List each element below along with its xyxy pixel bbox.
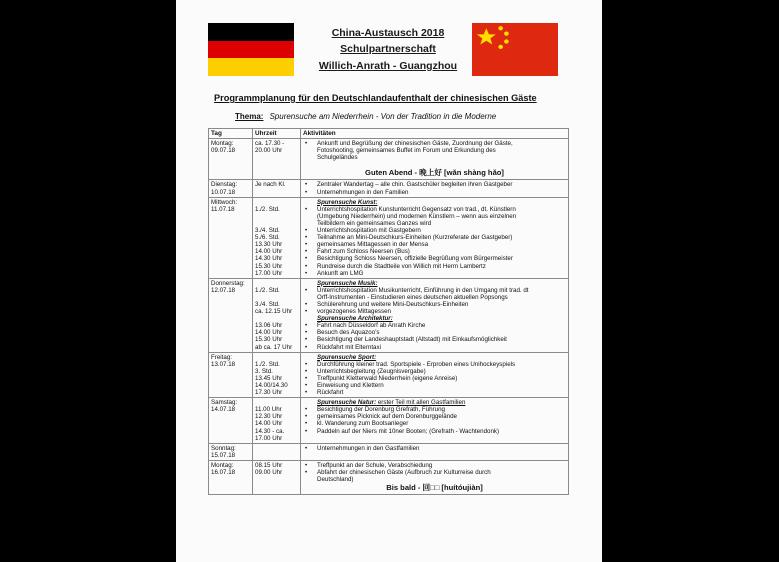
activity-item: • Treffpunkt an der Schule, Verabschiedung (303, 462, 566, 469)
activity-item: • Ankunft und Begrüßung der chinesischen Gäste, Zuordnung der Gäste, (303, 140, 566, 147)
section-heading (303, 399, 566, 406)
day-cell (209, 352, 253, 398)
activity-item: • Treffpunkt Kletterwald Niederrhein (eigene Anreise) (303, 375, 566, 382)
activity-item: • vorgezogenes Mittagessen (303, 308, 566, 315)
table-row (209, 278, 569, 352)
time-value: 09.00 Uhr (255, 469, 283, 477)
time-value (255, 294, 298, 301)
time-value: 3./4. Std. (255, 227, 280, 235)
time-value: 1./2. Std. (255, 360, 280, 368)
flag-stripe-black (208, 23, 294, 41)
header-aktivitaeten: Aktivitäten (301, 129, 569, 139)
activity-continuation: Teilbildern ein gemeinsames Ganzes wird (317, 219, 432, 227)
activity-cell (301, 460, 569, 494)
title-line-2: Schulpartnerschaft (340, 43, 436, 55)
activity-item: • Besichtigung Schloss Neersen, offizielle Begrüßung vom Bürgermeister (303, 255, 566, 262)
china-flag (472, 23, 558, 76)
section-heading: Spurensuche Musik: (317, 279, 378, 287)
activity-cell (301, 352, 569, 398)
activity-cell (301, 443, 569, 460)
time-value: 1./2. Std. (255, 286, 280, 294)
date-label: 15.07.18 (211, 451, 236, 459)
time-cell (253, 278, 301, 352)
activity-continuation: (Umgebung Niederrhein) und modernen Künstlern – wenn aus einzelnen (317, 212, 517, 220)
time-value: 12.30 Uhr (255, 413, 283, 421)
time-value (255, 154, 298, 161)
day-cell (209, 278, 253, 352)
time-value: 14.30 - ca. (255, 427, 285, 435)
activity-item: • Unterrichtshospitation Musikunterricht, Einführung in den Umgang mit trad. dt (303, 287, 566, 294)
time-value: 14.00 Uhr (255, 329, 283, 337)
time-value: 14.00 Uhr (255, 248, 283, 256)
flag-stripe-red (208, 41, 294, 59)
section-heading: Spurensuche Kunst: (317, 198, 378, 206)
weekday-label: Mittwoch: (211, 198, 238, 206)
activity-item: • gemeinsames Mittagessen in der Mensa (303, 241, 566, 248)
time-value (255, 199, 298, 206)
theme-line (235, 112, 496, 121)
time-cell (253, 197, 301, 278)
time-value (255, 354, 298, 361)
time-value (255, 452, 298, 459)
activity-item: • Zentraler Wandertag – alle chin. Gastschüler begleiten ihren Gastgeber (303, 181, 566, 188)
time-cell (253, 443, 301, 460)
time-value: 13.45 Uhr (255, 374, 283, 382)
day-cell (209, 460, 253, 494)
activity-item: • Besuch des Aquazoo’s (303, 329, 566, 336)
title-line-1: China-Austausch 2018 (331, 27, 445, 39)
time-value: 15.30 Uhr (255, 262, 283, 270)
activity-item: • Rückfahrt mit Elterntaxi (303, 344, 566, 351)
time-value (255, 189, 298, 196)
time-value: 13.30 Uhr (255, 241, 283, 249)
activity-cell (301, 278, 569, 352)
spacer (303, 452, 566, 459)
activity-item: • kl. Wanderung zum Bootsanleger (303, 420, 566, 427)
date-label: 14.07.18 (211, 406, 236, 414)
time-value: ca. 17.30 - (255, 140, 285, 148)
small-star-icon (504, 31, 509, 35)
time-value: 17.00 Uhr (255, 434, 283, 442)
day-cell (209, 398, 253, 444)
weekday-label: Montag: (211, 461, 234, 469)
time-value: 11.00 Uhr (255, 406, 282, 414)
header-tag: Tag (209, 129, 253, 139)
activity-item: • Rückfahrt (303, 389, 566, 396)
activity-continuation: Deutschland) (317, 476, 354, 484)
small-star-icon (504, 39, 509, 43)
time-value: 1./2. Std. (255, 205, 280, 213)
table-row (209, 197, 569, 278)
table-row (209, 443, 569, 460)
table-row (209, 398, 569, 444)
time-value: 14.00 Uhr (255, 420, 283, 428)
header-uhrzeit: Uhrzeit (253, 129, 301, 139)
date-label: 10.07.18 (211, 188, 236, 196)
day-cell (209, 180, 253, 197)
greeting-line: Guten Abend - 晚上好 [wǎn shàng hǎo] (365, 168, 504, 178)
activity-cell (301, 398, 569, 444)
time-cell (253, 180, 301, 197)
time-value: 5./6. Std. (255, 234, 280, 242)
time-value: 17.30 Uhr (255, 389, 283, 397)
activity-item: • Fahrt nach Düsseldorf ab Anrath Kirche (303, 322, 566, 329)
activity-item: • Schülerehrung und weitere Mini-Deutschkurs-Einheiten (303, 301, 566, 308)
activity-item: • Unterrichtshospitation Kunstunterricht Gegensatz von trad., dt. Künstlern (303, 206, 566, 213)
time-value (255, 168, 298, 178)
theme-text: Spurensuche am Niederrhein - Von der Tradition in die Moderne (269, 112, 497, 121)
time-value: 13.06 Uhr (255, 322, 283, 330)
weekday-label: Montag: (211, 140, 234, 148)
time-value (255, 315, 298, 322)
activity-continuation: Orff-Instrumenten - Einstudieren eines deutschen aktuellen Popsongs (317, 293, 508, 301)
activity-item: • Abfahrt der chinesischen Gäste (Aufbruch zur Kulturreise durch (303, 469, 566, 476)
day-cell (209, 139, 253, 180)
small-star-icon (498, 45, 503, 49)
weekday-label: Dienstag: (211, 181, 238, 189)
activity-continuation: Schulgeländes (317, 154, 358, 162)
time-cell (253, 398, 301, 444)
time-value: 14.00/14.30 (255, 382, 288, 389)
activity-item: • Unternehmungen in den Familien (303, 189, 566, 196)
weekday-label: Freitag: (211, 353, 232, 361)
date-label: 09.07.18 (211, 147, 236, 155)
program-heading: Programmplanung für den Deutschlandaufenthalt der chinesischen Gäste (214, 93, 537, 103)
activity-item: • Besichtigung der Dorenburg Grefrath, Führung (303, 406, 566, 413)
section-heading-suffix: erster Teil mit allen Gastfamilien (376, 399, 466, 407)
date-label: 11.07.18 (211, 205, 235, 213)
time-value (255, 213, 298, 220)
activity-item: • Einweisung und Klettern (303, 382, 566, 389)
greeting-line: Bis bald - 回□□ [huítóujiàn] (386, 483, 483, 493)
title-line-3: Willich-Anrath - Guangzhou (318, 60, 458, 72)
small-star-icon (498, 26, 503, 30)
time-value: 17.00 Uhr (255, 269, 283, 277)
date-label: 13.07.18 (211, 360, 236, 368)
day-cell (209, 197, 253, 278)
activity-item: • Paddeln auf der Niers mit 10ner Booten; (Grefrath - Wachtendonk) (303, 428, 566, 435)
activity-item: • Fahrt zum Schloss Neersen (Bus) (303, 248, 566, 255)
activity-item: • Durchführung kleiner trad. Sportspiele - Erproben eines Unihockeyspiels (303, 361, 566, 368)
table-row (209, 180, 569, 197)
flag-stripe-gold (208, 58, 294, 76)
activity-item: • Unterrichtsbegleitung (Zeugnisvergabe) (303, 368, 566, 375)
weekday-label: Sonntag: (211, 444, 236, 452)
day-cell (209, 443, 253, 460)
time-value (255, 476, 298, 483)
weekday-label: Donnerstag: (211, 279, 245, 287)
activity-item: • Unterrichtshospitation mit Gastgebern (303, 227, 566, 234)
activity-item: • gemeinsames Picknick auf dem Dorenburggelände (303, 413, 566, 420)
weekday-label: Samstag: (211, 399, 238, 407)
time-value: 3. Std. (255, 367, 273, 375)
document-page (176, 0, 602, 562)
time-value: ca. 12.15 Uhr (255, 308, 293, 316)
time-cell (253, 139, 301, 180)
activity-cell (301, 180, 569, 197)
section-heading-text: Spurensuche Natur: (317, 399, 377, 407)
activity-item: • Unternehmungen in den Gastfamilien (303, 445, 566, 452)
china-flag-field (472, 23, 558, 76)
time-value: 08.15 Uhr (255, 461, 283, 469)
time-value: 15.30 Uhr (255, 336, 283, 344)
activity-item: • Ankunft am LMG (303, 270, 566, 277)
activity-item: • Besichtigung der Landeshauptstadt (Altstadt) mit Einkaufsmöglichkeit (303, 336, 566, 343)
time-cell (253, 460, 301, 494)
table-header-row (209, 129, 569, 139)
spacer (303, 161, 566, 168)
table-row (209, 352, 569, 398)
activity-cell (301, 139, 569, 180)
table-row (209, 139, 569, 180)
activity-item: • Rundreise durch die Stadtteile von Willich mit Herrn Lambertz (303, 263, 566, 270)
germany-flag (208, 23, 294, 76)
time-value (255, 280, 298, 287)
time-value: Je nach Kl. (255, 181, 286, 189)
time-value: ab ca. 17 Uhr (255, 343, 293, 351)
date-label: 12.07.18 (211, 286, 236, 294)
time-value (255, 445, 298, 452)
time-cell (253, 352, 301, 398)
section-heading: Spurensuche Sport: (317, 353, 377, 361)
time-value: 20.00 Uhr (255, 147, 283, 155)
time-value (255, 399, 298, 406)
schedule-table (208, 128, 569, 495)
time-value (255, 220, 298, 227)
activity-cell (301, 197, 569, 278)
date-label: 16.07.18 (211, 469, 236, 477)
activity-continuation: Fotoshooting, gemeinsames Buffet im Forum und Erkundung des (317, 147, 496, 155)
theme-label: Thema: (235, 112, 264, 121)
time-value: 3./4. Std. (255, 300, 280, 308)
time-value (255, 483, 298, 493)
table-row (209, 460, 569, 494)
section-heading: Spurensuche Architektur: (317, 315, 393, 323)
time-value (255, 161, 298, 168)
time-value: 14.30 Uhr (255, 255, 283, 263)
activity-item: • Teilnahme an Mini-Deutschkurs-Einheiten (Kurzreferate der Gastgeber) (303, 234, 566, 241)
